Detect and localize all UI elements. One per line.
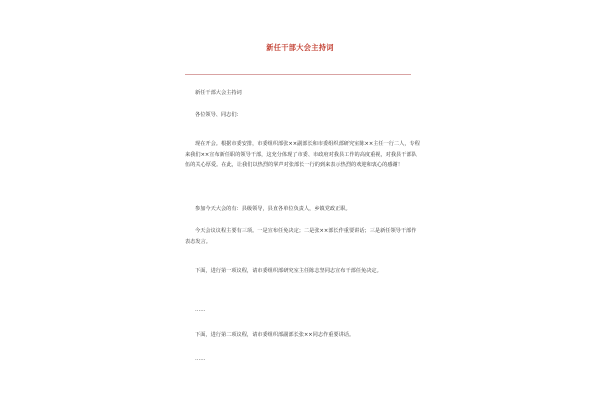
- document-title: 新任干部大会主持词: [266, 43, 334, 52]
- paragraph-first-item: 下面，进行第一项议程，请市委组织部研究室主任陈志坚同志宣布干部任免决定。: [195, 268, 382, 274]
- paragraph-ellipsis-2: ……: [195, 356, 206, 362]
- paragraph-agenda: 今天会议议程主要有三项。一是宣布任免决定；二是张××部长作重要讲话；三是新任领导干部作表态发言。: [185, 228, 417, 245]
- paragraph-opening: 现在开会。根据市委安排，市委组织部张××副部长和市委组织部研究室陈××主任一行二人，专程来我们××宣布新任职的领导干部，这充分体现了市委、市政府对我县工作的高度重视，对我县干部队伍的关心厚爱。在此，让我们以热烈的掌声对张部长一行的到来表示热烈的欢迎和衷心的感谢！: [185, 141, 420, 168]
- paragraph-attendees: 参加今天大会的有：县级领导，县直各单位负责人，乡镇党政正职。: [195, 206, 351, 212]
- paragraph-heading: 新任干部大会主持词: [195, 90, 242, 96]
- title-divider: [185, 74, 411, 75]
- paragraph-greeting: 各位领导、同志们：: [195, 112, 242, 118]
- paragraph-second-item: 下面，进行第二项议程，请市委组织部副部长张××同志作重要讲话。: [195, 332, 355, 338]
- paragraph-ellipsis-1: ……: [195, 307, 206, 313]
